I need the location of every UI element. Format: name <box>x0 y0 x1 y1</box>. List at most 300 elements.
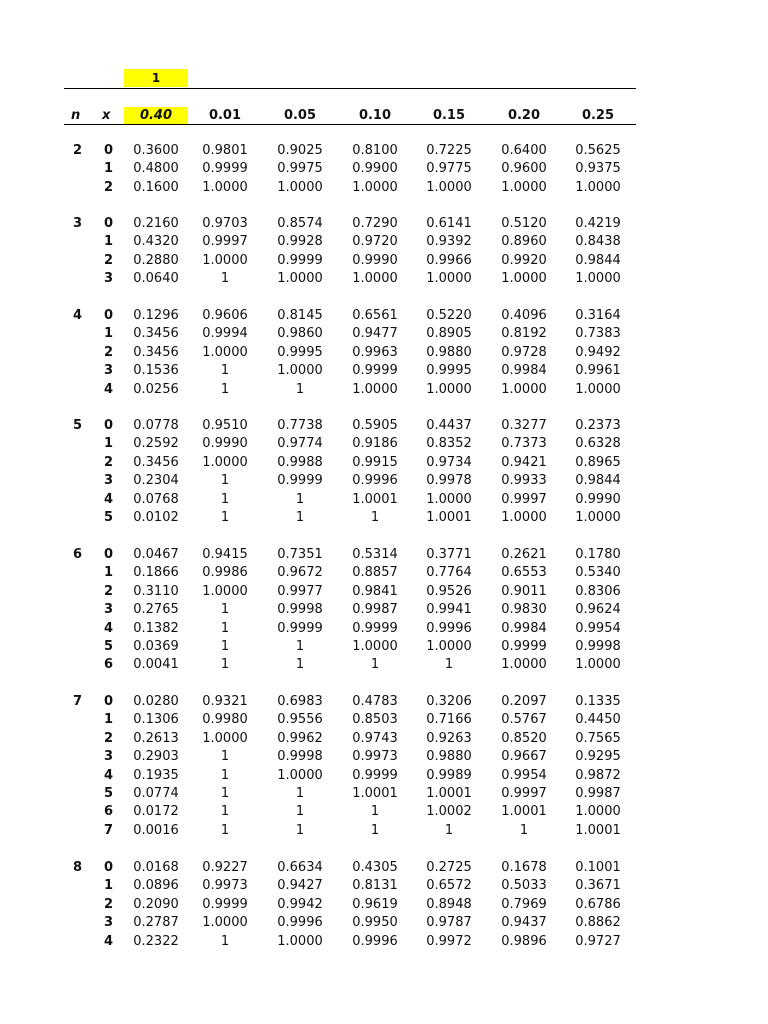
probability-cell: 1.0000 <box>202 253 248 268</box>
probability-cell: 0.9880 <box>426 345 472 360</box>
probability-cell: 0.9999 <box>277 253 323 268</box>
probability-cell: 0.2765 <box>133 602 179 617</box>
probability-cell: 0.9973 <box>202 878 248 893</box>
probability-cell: 0.3206 <box>426 694 472 709</box>
probability-cell: 0.8948 <box>426 897 472 912</box>
probability-cell: 0.0280 <box>133 694 179 709</box>
probability-cell: 1.0001 <box>426 786 472 801</box>
x-value: 1 <box>104 565 114 580</box>
x-value: 3 <box>104 915 114 930</box>
x-value: 2 <box>104 253 114 268</box>
n-value: 6 <box>73 547 83 562</box>
probability-cell: 1 <box>295 786 305 801</box>
probability-cell: 0.0172 <box>133 804 179 819</box>
probability-cell: 1.0000 <box>202 180 248 195</box>
x-value: 0 <box>104 547 114 562</box>
probability-cell: 0.0016 <box>133 823 179 838</box>
probability-cell: 0.9227 <box>202 860 248 875</box>
probability-cell: 0.7166 <box>426 712 472 727</box>
x-value: 2 <box>104 584 114 599</box>
probability-cell: 0.0774 <box>133 786 179 801</box>
probability-cell: 0.5314 <box>352 547 398 562</box>
probability-cell: 0.9801 <box>202 143 248 158</box>
probability-cell: 1 <box>295 382 305 397</box>
probability-cell: 0.9990 <box>352 253 398 268</box>
x-value: 2 <box>104 180 114 195</box>
probability-cell: 0.5625 <box>575 143 621 158</box>
probability-cell: 0.9703 <box>202 216 248 231</box>
x-value: 4 <box>104 934 114 949</box>
probability-cell: 0.7351 <box>277 547 323 562</box>
probability-cell: 0.9996 <box>426 621 472 636</box>
x-value: 6 <box>104 804 114 819</box>
probability-cell: 0.4450 <box>575 712 621 727</box>
probability-cell: 0.8192 <box>501 326 547 341</box>
probability-cell: 1.0000 <box>501 382 547 397</box>
probability-cell: 0.8862 <box>575 915 621 930</box>
probability-cell: 0.4783 <box>352 694 398 709</box>
probability-cell: 0.3456 <box>133 455 179 470</box>
x-value: 2 <box>104 455 114 470</box>
probability-cell: 1.0001 <box>352 786 398 801</box>
probability-cell: 0.8520 <box>501 731 547 746</box>
probability-cell: 1 <box>220 382 230 397</box>
probability-cell: 0.9987 <box>575 786 621 801</box>
probability-cell: 0.1600 <box>133 180 179 195</box>
probability-cell: 0.9025 <box>277 143 323 158</box>
probability-cell: 0.8857 <box>352 565 398 580</box>
probability-cell: 1.0000 <box>426 382 472 397</box>
p-header-1: 0.01 <box>208 108 242 123</box>
probability-cell: 0.0102 <box>133 510 179 525</box>
x-value: 1 <box>104 326 114 341</box>
probability-cell: 1.0000 <box>426 492 472 507</box>
x-column-header: x <box>102 108 111 123</box>
x-value: 6 <box>104 657 114 672</box>
probability-cell: 0.9920 <box>501 253 547 268</box>
p-header-2: 0.05 <box>283 108 317 123</box>
probability-cell: 0.9966 <box>426 253 472 268</box>
probability-cell: 0.2725 <box>426 860 472 875</box>
probability-cell: 1 <box>220 639 230 654</box>
probability-cell: 0.9787 <box>426 915 472 930</box>
probability-cell: 0.9989 <box>426 768 472 783</box>
probability-cell: 0.2880 <box>133 253 179 268</box>
probability-cell: 0.9896 <box>501 934 547 949</box>
x-value: 3 <box>104 363 114 378</box>
probability-cell: 0.9963 <box>352 345 398 360</box>
probability-cell: 0.3671 <box>575 878 621 893</box>
probability-cell: 0.9011 <box>501 584 547 599</box>
probability-cell: 0.2090 <box>133 897 179 912</box>
probability-cell: 0.9999 <box>202 897 248 912</box>
probability-cell: 0.4320 <box>133 234 179 249</box>
probability-cell: 1 <box>220 510 230 525</box>
probability-cell: 0.9978 <box>426 473 472 488</box>
probability-cell: 1.0000 <box>426 180 472 195</box>
probability-cell: 0.6634 <box>277 860 323 875</box>
probability-cell: 0.5767 <box>501 712 547 727</box>
probability-cell: 1 <box>220 621 230 636</box>
probability-cell: 0.9263 <box>426 731 472 746</box>
probability-cell: 1 <box>220 271 230 286</box>
probability-cell: 1 <box>220 657 230 672</box>
probability-cell: 0.8145 <box>277 308 323 323</box>
probability-cell: 0.9392 <box>426 234 472 249</box>
x-value: 0 <box>104 143 114 158</box>
probability-cell: 0.9995 <box>426 363 472 378</box>
probability-cell: 0.9743 <box>352 731 398 746</box>
x-value: 1 <box>104 878 114 893</box>
probability-cell: 1 <box>220 363 230 378</box>
probability-cell: 0.1678 <box>501 860 547 875</box>
probability-cell: 0.9962 <box>277 731 323 746</box>
probability-cell: 0.9941 <box>426 602 472 617</box>
probability-cell: 0.6328 <box>575 436 621 451</box>
probability-cell: 0.8965 <box>575 455 621 470</box>
probability-cell: 0.2903 <box>133 749 179 764</box>
x-value: 3 <box>104 473 114 488</box>
probability-cell: 0.7969 <box>501 897 547 912</box>
probability-cell: 0.9427 <box>277 878 323 893</box>
probability-cell: 0.4437 <box>426 418 472 433</box>
probability-cell: 0.1935 <box>133 768 179 783</box>
probability-cell: 1 <box>444 657 454 672</box>
probability-cell: 0.9999 <box>352 621 398 636</box>
probability-cell: 0.6553 <box>501 565 547 580</box>
probability-cell: 1.0000 <box>202 345 248 360</box>
probability-cell: 1 <box>295 804 305 819</box>
probability-cell: 1.0000 <box>501 510 547 525</box>
probability-cell: 0.9606 <box>202 308 248 323</box>
probability-cell: 1.0000 <box>501 657 547 672</box>
probability-cell: 0.5033 <box>501 878 547 893</box>
probability-cell: 0.8131 <box>352 878 398 893</box>
probability-cell: 1.0000 <box>202 584 248 599</box>
probability-cell: 1 <box>220 749 230 764</box>
probability-cell: 0.6141 <box>426 216 472 231</box>
probability-cell: 1 <box>295 823 305 838</box>
p-header-6: 0.25 <box>581 108 615 123</box>
x-value: 0 <box>104 860 114 875</box>
probability-cell: 0.8574 <box>277 216 323 231</box>
probability-cell: 1.0000 <box>352 271 398 286</box>
x-value: 4 <box>104 382 114 397</box>
probability-cell: 0.0896 <box>133 878 179 893</box>
probability-cell: 0.1536 <box>133 363 179 378</box>
x-value: 1 <box>104 436 114 451</box>
probability-cell: 0.9996 <box>277 915 323 930</box>
probability-cell: 0.9954 <box>501 768 547 783</box>
probability-cell: 1.0000 <box>575 382 621 397</box>
probability-cell: 0.9421 <box>501 455 547 470</box>
probability-cell: 0.3456 <box>133 345 179 360</box>
probability-cell: 1.0000 <box>202 455 248 470</box>
probability-cell: 0.9950 <box>352 915 398 930</box>
probability-cell: 0.9998 <box>575 639 621 654</box>
probability-cell: 1.0000 <box>575 510 621 525</box>
probability-cell: 0.9872 <box>575 768 621 783</box>
probability-cell: 0.9375 <box>575 161 621 176</box>
x-value: 5 <box>104 786 114 801</box>
probability-cell: 1 <box>295 492 305 507</box>
probability-cell: 1 <box>370 804 380 819</box>
probability-cell: 1.0000 <box>277 768 323 783</box>
probability-cell: 1.0000 <box>277 934 323 949</box>
probability-cell: 0.7373 <box>501 436 547 451</box>
probability-cell: 0.0168 <box>133 860 179 875</box>
probability-cell: 1.0000 <box>575 804 621 819</box>
probability-cell: 1.0000 <box>501 180 547 195</box>
probability-cell: 0.9999 <box>202 161 248 176</box>
probability-cell: 0.6572 <box>426 878 472 893</box>
probability-cell: 0.9999 <box>501 639 547 654</box>
probability-cell: 1 <box>220 492 230 507</box>
probability-cell: 0.9477 <box>352 326 398 341</box>
probability-cell: 0.0640 <box>133 271 179 286</box>
n-value: 2 <box>73 143 83 158</box>
probability-cell: 0.8905 <box>426 326 472 341</box>
n-value: 8 <box>73 860 83 875</box>
probability-cell: 0.5120 <box>501 216 547 231</box>
probability-cell: 0.2787 <box>133 915 179 930</box>
x-value: 0 <box>104 308 114 323</box>
x-value: 4 <box>104 621 114 636</box>
probability-cell: 0.9844 <box>575 473 621 488</box>
probability-cell: 0.0256 <box>133 382 179 397</box>
probability-cell: 1 <box>220 823 230 838</box>
probability-cell: 1 <box>295 510 305 525</box>
probability-cell: 1.0000 <box>426 639 472 654</box>
x-value: 7 <box>104 823 114 838</box>
probability-cell: 0.9844 <box>575 253 621 268</box>
probability-cell: 0.9999 <box>277 621 323 636</box>
probability-cell: 0.1382 <box>133 621 179 636</box>
top-rule <box>64 88 636 89</box>
probability-cell: 0.2592 <box>133 436 179 451</box>
probability-cell: 0.6786 <box>575 897 621 912</box>
probability-cell: 0.9775 <box>426 161 472 176</box>
probability-cell: 0.9996 <box>352 473 398 488</box>
probability-cell: 1 <box>444 823 454 838</box>
x-value: 1 <box>104 234 114 249</box>
probability-cell: 0.8352 <box>426 436 472 451</box>
probability-cell: 0.2322 <box>133 934 179 949</box>
n-value: 5 <box>73 418 83 433</box>
probability-cell: 1.0000 <box>575 180 621 195</box>
probability-cell: 0.0778 <box>133 418 179 433</box>
probability-cell: 0.0768 <box>133 492 179 507</box>
p-header-4: 0.15 <box>432 108 466 123</box>
probability-cell: 0.9988 <box>277 455 323 470</box>
probability-cell: 0.9186 <box>352 436 398 451</box>
probability-cell: 1 <box>519 823 529 838</box>
probability-cell: 0.9980 <box>202 712 248 727</box>
probability-cell: 0.3164 <box>575 308 621 323</box>
probability-cell: 0.6983 <box>277 694 323 709</box>
probability-cell: 1 <box>220 934 230 949</box>
probability-cell: 0.3277 <box>501 418 547 433</box>
probability-cell: 0.9900 <box>352 161 398 176</box>
probability-cell: 0.1306 <box>133 712 179 727</box>
probability-cell: 0.9928 <box>277 234 323 249</box>
probability-cell: 0.4219 <box>575 216 621 231</box>
probability-cell: 1.0001 <box>352 492 398 507</box>
probability-cell: 0.2621 <box>501 547 547 562</box>
probability-cell: 0.9880 <box>426 749 472 764</box>
probability-cell: 1.0000 <box>202 915 248 930</box>
probability-cell: 0.6400 <box>501 143 547 158</box>
probability-cell: 0.9984 <box>501 621 547 636</box>
probability-cell: 0.9942 <box>277 897 323 912</box>
probability-cell: 1.0000 <box>575 271 621 286</box>
probability-cell: 0.5905 <box>352 418 398 433</box>
probability-cell: 0.9728 <box>501 345 547 360</box>
probability-cell: 0.9830 <box>501 602 547 617</box>
probability-cell: 0.4800 <box>133 161 179 176</box>
probability-cell: 0.5220 <box>426 308 472 323</box>
probability-cell: 0.1335 <box>575 694 621 709</box>
p-header-0: 0.40 <box>139 108 173 123</box>
x-value: 1 <box>104 161 114 176</box>
x-value: 3 <box>104 271 114 286</box>
p-header-3: 0.10 <box>358 108 392 123</box>
probability-cell: 0.7565 <box>575 731 621 746</box>
probability-cell: 0.5340 <box>575 565 621 580</box>
probability-cell: 0.2304 <box>133 473 179 488</box>
selected-parameter-cell[interactable]: 1 <box>124 69 188 87</box>
x-value: 0 <box>104 418 114 433</box>
probability-cell: 0.2613 <box>133 731 179 746</box>
x-value: 5 <box>104 510 114 525</box>
probability-cell: 0.9999 <box>277 473 323 488</box>
probability-cell: 0.2097 <box>501 694 547 709</box>
probability-cell: 0.4305 <box>352 860 398 875</box>
x-value: 2 <box>104 897 114 912</box>
probability-cell: 0.4096 <box>501 308 547 323</box>
probability-cell: 0.9977 <box>277 584 323 599</box>
x-value: 4 <box>104 768 114 783</box>
probability-cell: 0.9600 <box>501 161 547 176</box>
probability-cell: 0.9994 <box>202 326 248 341</box>
probability-cell: 0.9954 <box>575 621 621 636</box>
x-value: 1 <box>104 712 114 727</box>
probability-cell: 0.9973 <box>352 749 398 764</box>
probability-cell: 1 <box>220 768 230 783</box>
probability-cell: 1 <box>220 804 230 819</box>
probability-cell: 0.9999 <box>352 768 398 783</box>
probability-cell: 1.0001 <box>575 823 621 838</box>
probability-cell: 0.9990 <box>575 492 621 507</box>
x-value: 2 <box>104 731 114 746</box>
probability-cell: 0.9415 <box>202 547 248 562</box>
probability-cell: 0.9727 <box>575 934 621 949</box>
probability-cell: 0.9997 <box>202 234 248 249</box>
probability-cell: 0.9672 <box>277 565 323 580</box>
probability-cell: 1 <box>295 639 305 654</box>
probability-cell: 0.9997 <box>501 786 547 801</box>
probability-cell: 0.8960 <box>501 234 547 249</box>
probability-cell: 0.9734 <box>426 455 472 470</box>
probability-cell: 0.1866 <box>133 565 179 580</box>
x-value: 5 <box>104 639 114 654</box>
probability-cell: 0.0041 <box>133 657 179 672</box>
x-value: 3 <box>104 602 114 617</box>
probability-cell: 0.9492 <box>575 345 621 360</box>
probability-cell: 0.8438 <box>575 234 621 249</box>
probability-cell: 0.2373 <box>575 418 621 433</box>
probability-cell: 0.9526 <box>426 584 472 599</box>
probability-cell: 1.0000 <box>352 180 398 195</box>
n-value: 7 <box>73 694 83 709</box>
n-value: 4 <box>73 308 83 323</box>
probability-cell: 0.9996 <box>352 934 398 949</box>
probability-cell: 0.9933 <box>501 473 547 488</box>
probability-cell: 1.0000 <box>277 180 323 195</box>
n-column-header: n <box>71 108 81 123</box>
probability-cell: 0.7225 <box>426 143 472 158</box>
probability-cell: 1 <box>220 602 230 617</box>
probability-cell: 0.1296 <box>133 308 179 323</box>
probability-cell: 1.0000 <box>575 657 621 672</box>
probability-cell: 0.0467 <box>133 547 179 562</box>
probability-cell: 0.1001 <box>575 860 621 875</box>
probability-cell: 0.7764 <box>426 565 472 580</box>
probability-cell: 0.9999 <box>352 363 398 378</box>
probability-cell: 0.9619 <box>352 897 398 912</box>
probability-cell: 0.9624 <box>575 602 621 617</box>
probability-cell: 1 <box>370 510 380 525</box>
probability-cell: 0.9295 <box>575 749 621 764</box>
probability-cell: 0.7383 <box>575 326 621 341</box>
probability-cell: 1 <box>370 657 380 672</box>
probability-cell: 0.8503 <box>352 712 398 727</box>
probability-cell: 1.0000 <box>426 271 472 286</box>
n-value: 3 <box>73 216 83 231</box>
probability-cell: 0.9841 <box>352 584 398 599</box>
probability-cell: 1 <box>220 473 230 488</box>
probability-cell: 1.0000 <box>352 639 398 654</box>
probability-cell: 0.9915 <box>352 455 398 470</box>
p-header-5: 0.20 <box>507 108 541 123</box>
probability-cell: 0.9995 <box>277 345 323 360</box>
x-value: 0 <box>104 694 114 709</box>
probability-cell: 0.9720 <box>352 234 398 249</box>
probability-cell: 0.9667 <box>501 749 547 764</box>
probability-cell: 0.8306 <box>575 584 621 599</box>
probability-cell: 0.9860 <box>277 326 323 341</box>
probability-cell: 1.0000 <box>277 271 323 286</box>
probability-cell: 1.0002 <box>426 804 472 819</box>
probability-cell: 1.0000 <box>501 271 547 286</box>
probability-cell: 0.9975 <box>277 161 323 176</box>
probability-cell: 0.9987 <box>352 602 398 617</box>
probability-cell: 0.9961 <box>575 363 621 378</box>
probability-cell: 0.9437 <box>501 915 547 930</box>
probability-cell: 0.9998 <box>277 749 323 764</box>
probability-cell: 1 <box>295 657 305 672</box>
probability-cell: 0.8100 <box>352 143 398 158</box>
probability-cell: 0.0369 <box>133 639 179 654</box>
probability-cell: 0.3456 <box>133 326 179 341</box>
probability-cell: 0.7738 <box>277 418 323 433</box>
probability-cell: 0.2160 <box>133 216 179 231</box>
probability-cell: 1.0001 <box>501 804 547 819</box>
probability-cell: 0.9997 <box>501 492 547 507</box>
probability-cell: 0.9986 <box>202 565 248 580</box>
probability-cell: 0.7290 <box>352 216 398 231</box>
probability-cell: 0.9990 <box>202 436 248 451</box>
